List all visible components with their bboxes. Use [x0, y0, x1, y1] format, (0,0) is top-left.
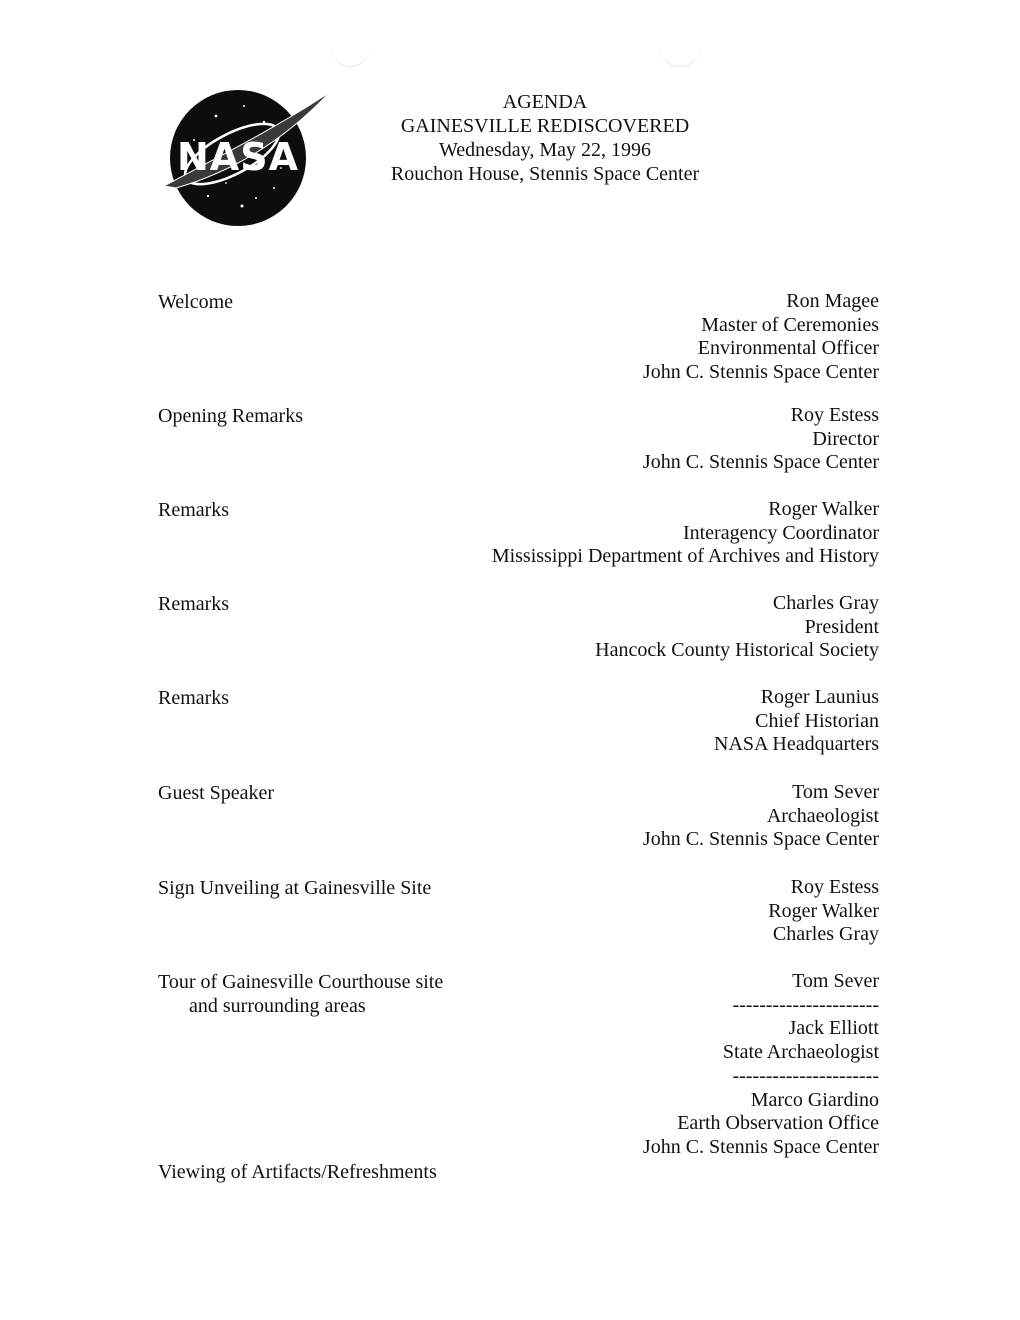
agenda-item — [158, 876, 431, 900]
speaker-role: Environmental Officer — [697, 337, 879, 360]
speaker-role: State Archaeologist — [722, 1041, 879, 1064]
agenda-item — [158, 1160, 437, 1184]
punch-hole-mark — [330, 40, 370, 67]
page-title: AGENDA — [502, 91, 588, 113]
speaker-organization: Hancock County Historical Society — [595, 639, 879, 662]
agenda-item-label: Guest Speaker — [158, 782, 275, 804]
separator-line: ---------------------- — [732, 993, 879, 1016]
agenda-item — [158, 290, 233, 314]
speaker-name: Tom Sever — [792, 781, 879, 803]
event-name: GAINESVILLE REDISCOVERED — [400, 115, 690, 137]
agenda-item-label-continued: and surrounding areas — [189, 995, 366, 1017]
agenda-item-label: Remarks — [158, 593, 230, 615]
agenda-item-label: Remarks — [158, 499, 230, 521]
speaker-block — [492, 498, 879, 569]
agenda-item — [158, 781, 274, 805]
agenda-item-label: Tour of Gainesville Courthouse site — [158, 971, 444, 993]
speaker-role: Master of Ceremonies — [701, 313, 879, 336]
agenda-item-label: Sign Unveiling at Gainesville Site — [158, 877, 432, 899]
speaker-name: Roy Estess — [790, 404, 879, 426]
agenda-item-label: Remarks — [158, 687, 230, 709]
speaker-name: Roy Estess — [790, 876, 879, 898]
agenda-item-label: Welcome — [158, 291, 234, 313]
speaker-role: Earth Observation Office — [677, 1112, 879, 1135]
speaker-name: Roger Walker — [768, 899, 879, 922]
speaker-role: Chief Historian — [755, 709, 879, 732]
nasa-meatball-icon — [146, 88, 338, 230]
logo-wordmark: NASA — [177, 135, 299, 179]
speaker-block — [643, 404, 879, 475]
speaker-role: Director — [812, 427, 879, 450]
agenda-item — [158, 970, 443, 1018]
agenda-header — [380, 90, 710, 186]
event-location: Rouchon House, Stennis Space Center — [390, 163, 700, 185]
agenda-item — [158, 498, 229, 522]
speaker-block — [643, 970, 879, 1160]
agenda-item — [158, 592, 229, 616]
speaker-organization: John C. Stennis Space Center — [642, 828, 879, 851]
speaker-block — [643, 781, 879, 852]
speaker-block — [714, 686, 879, 757]
agenda-item — [158, 686, 229, 710]
speaker-name: Jack Elliott — [788, 1017, 879, 1040]
speaker-name: Marco Giardino — [750, 1088, 879, 1111]
speaker-organization: John C. Stennis Space Center — [642, 361, 879, 384]
separator-line: ---------------------- — [732, 1064, 879, 1087]
speaker-name: Roger Launius — [760, 686, 879, 708]
speaker-role: President — [804, 615, 879, 638]
speaker-block — [768, 876, 879, 947]
speaker-organization: Mississippi Department of Archives and History — [491, 545, 879, 568]
speaker-name: Charles Gray — [772, 592, 879, 614]
speaker-name: Tom Sever — [792, 970, 879, 992]
speaker-organization: John C. Stennis Space Center — [642, 451, 879, 474]
speaker-role: Interagency Coordinator — [682, 521, 879, 544]
speaker-name: Roger Walker — [768, 498, 879, 520]
speaker-role: Archaeologist — [766, 804, 879, 827]
speaker-block — [643, 290, 879, 385]
speaker-organization: John C. Stennis Space Center — [642, 1135, 879, 1158]
agenda-item — [158, 404, 303, 428]
punch-hole-mark — [660, 40, 700, 67]
speaker-block — [595, 592, 879, 663]
event-date: Wednesday, May 22, 1996 — [438, 139, 652, 161]
speaker-organization: NASA Headquarters — [714, 733, 879, 756]
agenda-item-label: Opening Remarks — [158, 405, 303, 427]
speaker-name: Ron Magee — [786, 290, 879, 312]
speaker-name: Charles Gray — [772, 923, 879, 946]
agenda-item-label: Viewing of Artifacts/Refreshments — [158, 1161, 437, 1183]
